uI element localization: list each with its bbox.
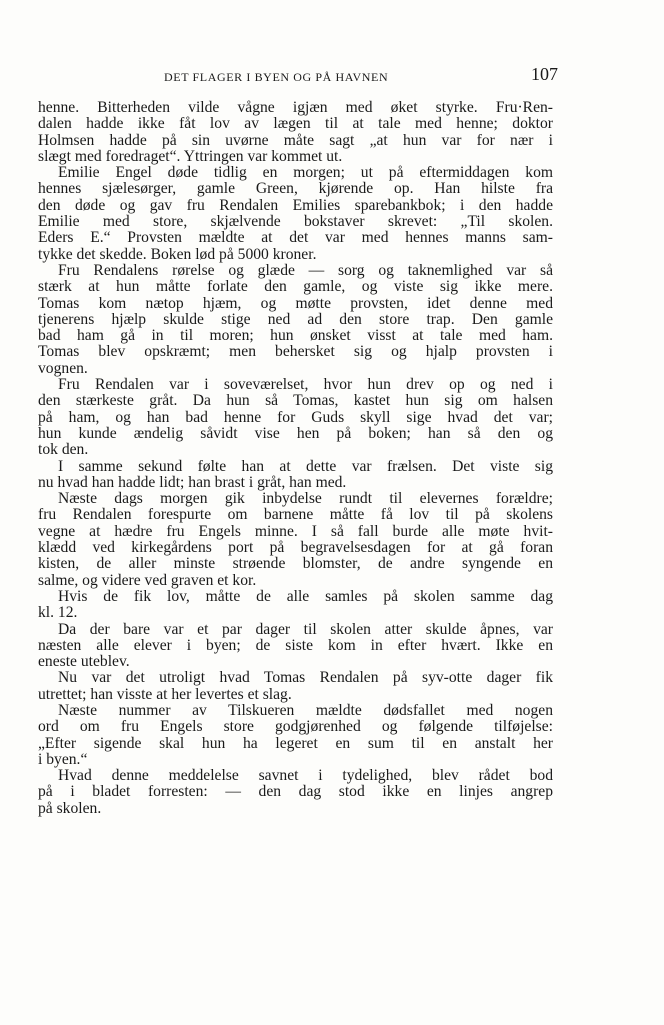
text-line: Holmsen hadde på sin uvørne måte sagt „at hun var for nær i	[38, 131, 553, 149]
text-line: Hvis de fik lov, måtte de alle samles på skolen samme dag	[58, 587, 553, 605]
text-line: ord om fru Engels store godgjørenhed og følgende tilføjelse:	[38, 718, 553, 736]
text-line: fru Rendalen forespurte om barnene måtte få lov til på skolens	[38, 506, 553, 524]
text-line: den døde og gav fru Rendalen Emilies sparebankbok; i den hadde	[38, 196, 553, 214]
text-line: Næste nummer av Tilskueren mældte dødsfallet med nogen	[58, 701, 553, 719]
text-line: Fru Rendalen var i soveværelset, hvor hun drev op og ned i	[58, 376, 553, 394]
text-line: salme, og videre ved graven et kor.	[38, 571, 257, 589]
text-line: „Efter sigende skal hun ha legeret en sum til en anstalt her	[38, 734, 553, 752]
text-line: Tomas kom nætop hjæm, og møtte provsten, idet denne med	[38, 294, 553, 312]
text-line: tykke det skedde. Boken lød på 5000 kroner.	[38, 245, 317, 263]
text-line: bad ham gå in til moren; hun ønsket visst at tale med ham.	[38, 327, 553, 345]
text-line: Næste dags morgen gik inbydelse rundt til elevernes forældre;	[58, 490, 553, 508]
text-line: næsten alle elever i byen; de siste kom in efter hvært. Ikke en	[38, 636, 553, 654]
text-line: I samme sekund følte han at dette var frælsen. Det viste sig	[58, 457, 553, 475]
text-line: henne. Bitterheden vilde vågne igjæn med øket styrke. Fru·Ren-	[38, 99, 553, 116]
text-line: på i bladet forresten: — den dag stod ikke en linjes angrep	[38, 783, 553, 801]
text-line: vognen.	[38, 359, 88, 377]
text-line: den stærkeste gråt. Da hun så Tomas, kastet hun sig om halsen	[38, 392, 553, 410]
text-line: slægt med foredraget“. Yttringen var kommet ut.	[38, 147, 343, 165]
text-line: kisten, de aller minste strøende blomster, de andre syngende en	[38, 555, 553, 573]
text-line: klædd ved kirkegårdens port på begravelsesdagen for at gå foran	[38, 539, 553, 557]
text-line: Eders E.“ Provsten mældte at det var med hennes manns sam-	[38, 229, 553, 247]
text-line: kl. 12.	[38, 604, 78, 622]
running-head: DET FLAGER I BYEN OG PÅ HAVNEN	[164, 70, 389, 84]
text-line: hun kunde ændelig såvidt vise hen på boken; han så den og	[38, 424, 553, 442]
text-line: Da der bare var et par dager til skolen atter skulde åpnes, var	[58, 620, 553, 638]
text-line: Emilie Engel døde tidlig en morgen; ut på eftermiddagen kom	[58, 164, 553, 182]
text-line: stærk at hun måtte forlate den gamle, og viste sig ikke mere.	[38, 278, 553, 296]
text-line: Nu var det utroligt hvad Tomas Rendalen på syv-otte dager fik	[58, 669, 553, 687]
text-line: i byen.“	[38, 750, 88, 768]
text-line: Tomas blev opskræmt; men behersket sig og hjalp provsten i	[38, 343, 553, 361]
text-line: vegne at hædre fru Engels minne. I så fall burde alle møte hvit-	[38, 522, 553, 540]
page-header	[38, 64, 558, 88]
text-line: Fru Rendalens rørelse og glæde — sorg og taknemlighed var så	[58, 261, 553, 279]
text-line: på skolen.	[38, 799, 102, 817]
text-line: dalen hadde ikke fåt lov av lægen til at tale med henne; doktor	[38, 115, 553, 133]
text-line: eneste uteblev.	[38, 653, 130, 671]
text-line: utrettet; han visste at her levertes et slag.	[38, 685, 292, 703]
page-number: 107	[531, 64, 558, 84]
text-line: nu hvad han hadde lidt; han brast i gråt, han med.	[38, 473, 347, 491]
text-line: hennes sjælesørger, gamle Green, kjørende op. Han hilste fra	[38, 180, 553, 198]
text-line: på ham, og han bad henne for Guds skyll sige hvad det var;	[38, 408, 553, 426]
text-line: tok den.	[38, 441, 89, 459]
text-line: tjenerens hjælp skulde stige ned ad den store trap. Den gamle	[38, 310, 553, 328]
body-text	[38, 100, 553, 817]
text-line: Hvad denne meddelelse savnet i tydelighed, blev rådet bod	[58, 767, 553, 785]
text-line: Emilie med store, skjælvende bokstaver skrevet: „Til skolen.	[38, 213, 553, 231]
